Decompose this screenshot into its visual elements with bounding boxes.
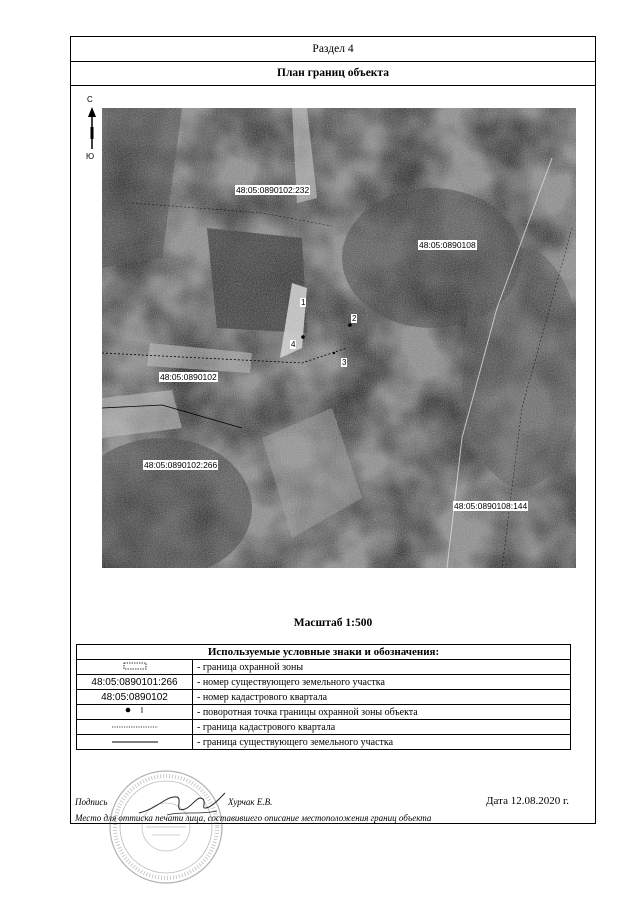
legend-row [77,660,571,675]
page-title: План границ объекта [71,62,595,86]
parcel-label-232: 48:05:0890102:232 [236,185,310,195]
signer-name: Хурчак Е.В. [228,797,273,807]
south-label: Ю [86,152,95,161]
parcel-number-symbol: 48:05:0890101:266 [77,675,193,690]
legend-desc: - граница кадастрового квартала [193,720,571,735]
protection-zone-symbol [77,660,193,675]
point-label-3: 3 [342,358,347,367]
legend-table [76,644,571,750]
aerial-map [102,108,576,568]
map-scale: Масштаб 1:500 [293,617,373,629]
point-label-4: 4 [291,340,296,349]
parcel-boundary-symbol [77,735,193,750]
turning-point-symbol [77,705,193,720]
point-label-1: 1 [301,298,306,307]
legend-header: Используемые условные знаки и обозначения: [77,645,571,660]
seal-stamp [106,767,226,887]
stamp-place-note: Место для оттиска печати лица, составившего описание местоположения границ объекта [75,813,432,823]
signature-label: Подпись [75,797,108,807]
legend-row [77,690,571,705]
legend-desc: - граница существующего земельного участка [193,735,571,750]
quarter-boundary-symbol [77,720,193,735]
compass-arrow-icon [88,107,96,151]
legend-row [77,735,571,750]
north-label: С [87,95,93,104]
section-heading: Раздел 4 [71,37,595,62]
parcel-label-266: 48:05:0890102:266 [144,460,218,470]
document-date: Дата 12.08.2020 г. [486,795,569,807]
parcel-label-144: 48:05:0890108:144 [454,501,528,511]
compass [86,97,100,167]
document-frame [70,36,596,824]
legend-row [77,705,571,720]
quarter-label-108: 48:05:0890108 [419,240,476,250]
quarter-label-102: 48:05:0890102 [160,372,217,382]
legend-row [77,675,571,690]
legend-row [77,720,571,735]
aerial-photo [102,108,576,568]
legend-desc: - граница охранной зоны [193,660,571,675]
legend-desc: - номер существующего земельного участка [193,675,571,690]
quarter-number-symbol: 48:05:0890102 [77,690,193,705]
legend-desc: - номер кадастрового квартала [193,690,571,705]
point-label-2: 2 [352,314,357,323]
legend-desc: - поворотная точка границы охранной зоны объекта [193,705,571,720]
